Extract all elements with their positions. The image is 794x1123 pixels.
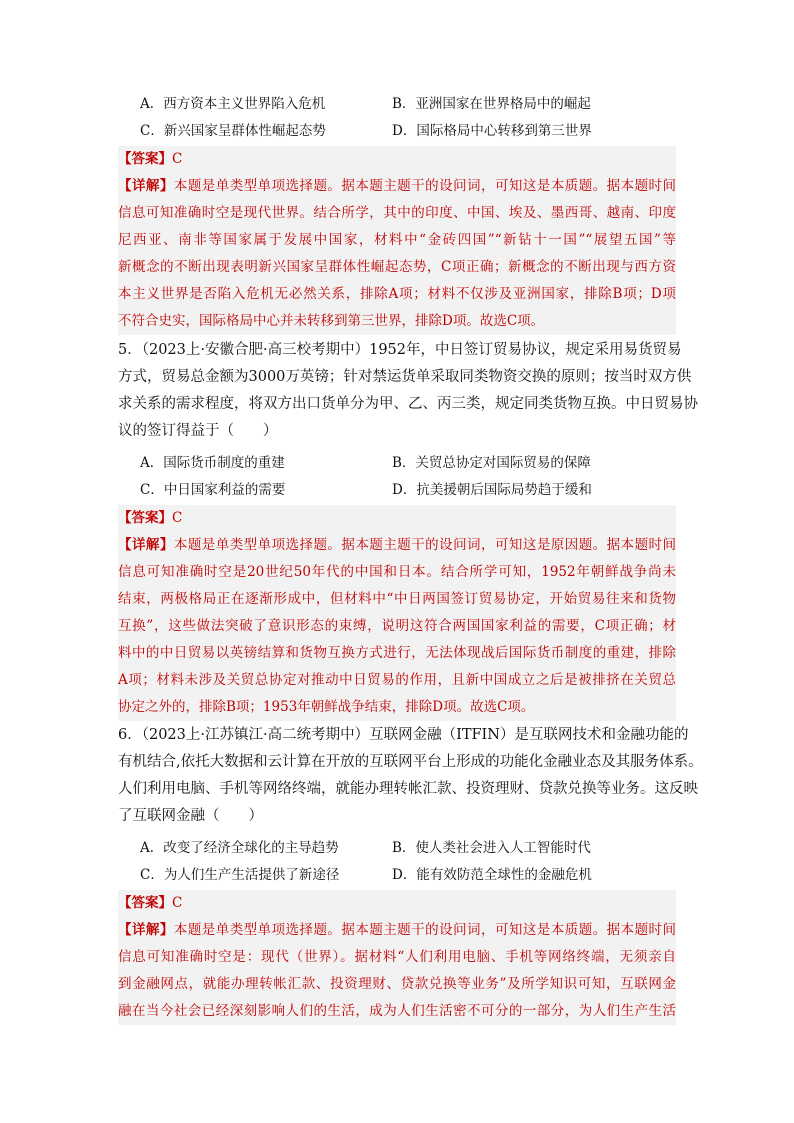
detail-line: 到金融网点，就能办理转帐汇款、投资理财、贷款兑换等业务”及所学知识可知，互联网金 (118, 976, 676, 992)
option-b: B．亚洲国家在世界格局中的崛起 (392, 96, 591, 112)
q6-stem (118, 722, 703, 830)
detail-line: 本主义世界是否陷入危机无必然关系，排除A项；材料不仅涉及亚洲国家，排除B项；D项 (118, 286, 676, 302)
option-c: C．新兴国家呈群体性崛起态势 (140, 123, 326, 139)
answer-line (118, 146, 676, 173)
answer-tag: 【答案】 (118, 895, 172, 911)
answer-tag: 【答案】 (118, 510, 172, 526)
detail-line: 信息可知准确时空是20世纪50年代的中国和日本。结合所学可知，1952年朝鲜战争尚未 (118, 564, 676, 580)
detail-line: 信息可知准确时空是现代世界。结合所学，其中的印度、中国、埃及、墨西哥、越南、印度 (118, 205, 676, 221)
detail-line: 互换”，这些做法突破了意识形态的束缚，说明这符合两国国家利益的需要，C项正确；材 (118, 618, 676, 634)
detail-tag: 【详解】 (118, 922, 174, 938)
detail-line: 结束，两极格局正在逐渐形成中，但材料中“中日两国签订贸易协定，开始贸易往来和货物 (118, 591, 676, 607)
detail-tag: 【详解】 (118, 537, 174, 553)
option-c: C．中日国家利益的需要 (140, 482, 286, 498)
q4-options (118, 91, 678, 145)
answer-line (118, 890, 676, 917)
detail-line: 【详解】本题是单类型单项选择题。据本题主题干的设问词，可知这是本质题。据本题时间 (118, 922, 677, 938)
option-a: A．西方资本主义世界陷入危机 (140, 96, 326, 112)
q6-analysis (118, 890, 676, 1025)
detail-line: 协定之外的，排除B项；1953年朝鲜战争结束，排除D项。故选C项。 (118, 699, 535, 715)
q5-analysis (118, 505, 676, 721)
stem-line: 人们利用电脑、手机等网络终端，就能办理转帐汇款、投资理财、贷款兑换等业务。这反映 (118, 781, 698, 797)
detail-line: A项；材料未涉及关贸总协定对推动中日贸易的作用，且新中国成立之后是被排挤在关贸总 (118, 672, 676, 688)
detail-line: 不符合史实，国际格局中心并未转移到第三世界，排除D项。故选C项。 (118, 313, 545, 329)
option-row (118, 477, 678, 504)
answer-value: C (172, 895, 183, 911)
q5-stem (118, 337, 698, 445)
answer-value: C (172, 151, 183, 167)
option-row (118, 835, 678, 862)
detail-line: 料中的中日贸易以英镑结算和货物互换方式进行，无法体现战后国际货币制度的重建，排除 (118, 645, 676, 661)
stem-line: 方式，贸易总金额为3000万英镑；针对禁运货单采取同类物资交换的原则；按当时双方供 (118, 369, 692, 385)
option-row (118, 91, 678, 118)
stem-line: 5．（2023上·安徽合肥·高三校考期中）1952年，中日签订贸易协议，规定采用易货贸易 (118, 342, 682, 358)
detail-line: 【详解】本题是单类型单项选择题。据本题主题干的设问词，可知这是本质题。据本题时间 (118, 178, 677, 194)
q5-options (118, 450, 678, 504)
stem-line: 了互联网金融（ ） (118, 808, 263, 824)
option-a: A．国际货币制度的重建 (140, 455, 285, 471)
option-row (118, 862, 678, 889)
answer-tag: 【答案】 (118, 151, 172, 167)
detail-line: 信息可知准确时空是：现代（世界）。据材料“人们利用电脑、手机等网络终端，无须亲自 (118, 949, 676, 965)
q6-options (118, 835, 678, 889)
option-c: C．为人们生产生活提供了新途径 (140, 867, 340, 883)
answer-line (118, 505, 676, 532)
option-a: A．改变了经济全球化的主导趋势 (140, 840, 339, 856)
option-row (118, 118, 678, 145)
answer-value: C (172, 510, 183, 526)
q4-analysis (118, 146, 676, 335)
stem-line: 求关系的需求程度，将双方出口货单分为甲、乙、丙三类，规定同类货物互换。中日贸易协 (118, 396, 698, 412)
option-b: B．使人类社会进入人工智能时代 (392, 840, 591, 856)
option-b: B．关贸总协定对国际贸易的保障 (392, 455, 591, 471)
detail-line: 尼西亚、南非等国家属于发展中国家，材料中“金砖四国”“新钻十一国”“展望五国”等 (118, 232, 676, 248)
option-d: D．能有效防范全球性的金融危机 (392, 867, 592, 883)
stem-line: 议的签订得益于（ ） (118, 423, 278, 439)
detail-line: 融在当今社会已经深刻影响人们的生活，成为人们生活密不可分的一部分，为人们生产生活 (118, 1003, 676, 1019)
stem-line: 有机结合,依托大数据和云计算在开放的互联网平台上形成的功能化金融业态及其服务体系。 (118, 754, 703, 770)
option-row (118, 450, 678, 477)
detail-line: 新概念的不断出现表明新兴国家呈群体性崛起态势，C项正确；新概念的不断出现与西方资 (118, 259, 676, 275)
option-d: D．国际格局中心转移到第三世界 (392, 123, 592, 139)
stem-line: 6．（2023上·江苏镇江·高二统考期中）互联网金融（ITFIN）是互联网技术和金融功能的 (118, 727, 689, 743)
option-d: D．抗美援朝后国际局势趋于缓和 (392, 482, 592, 498)
detail-line: 【详解】本题是单类型单项选择题。据本题主题干的设问词，可知这是原因题。据本题时间 (118, 537, 677, 553)
detail-tag: 【详解】 (118, 178, 174, 194)
